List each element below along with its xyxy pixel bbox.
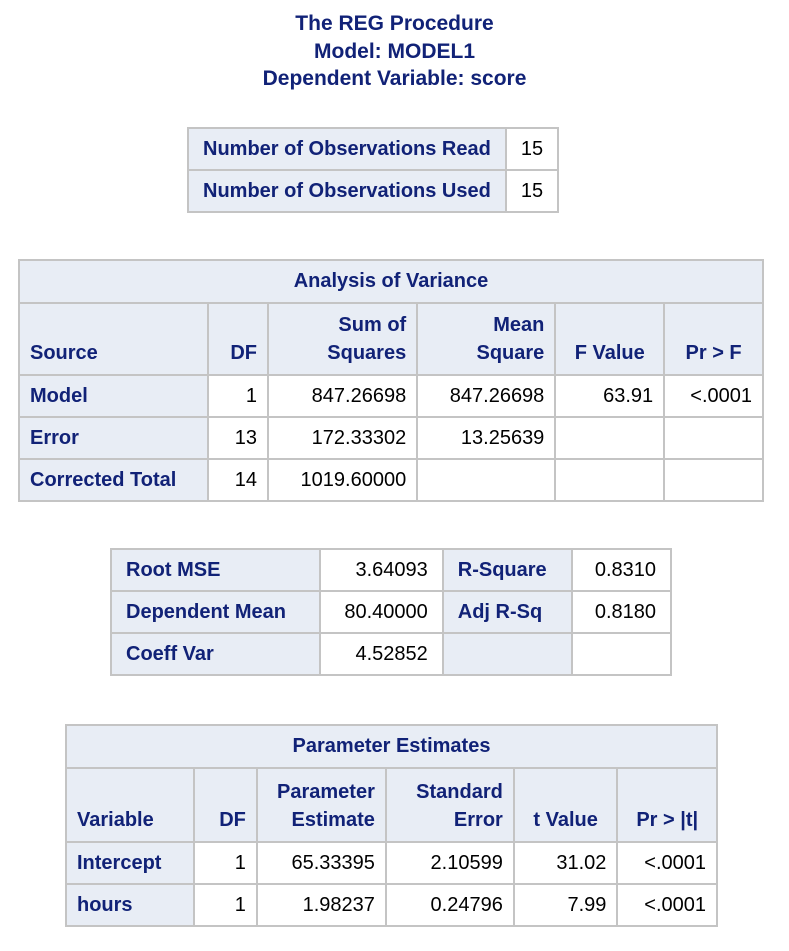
cell-t-value: 31.02 [514,842,618,884]
fit-value: 80.40000 [320,591,443,633]
table-row [188,170,558,212]
observations-table [187,127,559,213]
table-caption-row [66,725,717,768]
cell-f-value [555,459,664,501]
table-row [19,417,763,459]
fit-value [572,633,671,675]
table-row [111,549,671,591]
col-header-sum-of-squares [268,303,417,375]
col-header-ms-line2: Square [476,342,545,364]
col-header-mean-square [417,303,555,375]
row-label: Corrected Total [19,459,208,501]
table-row [19,459,763,501]
cell-standard-error: 2.10599 [386,842,514,884]
obs-read-label: Number of Observations Read [188,128,506,170]
fit-label: Adj R-Sq [443,591,573,633]
table-caption-row [19,260,763,303]
dependent-variable-title: Dependent Variable: score [262,67,527,90]
cell-mean-square [417,459,555,501]
cell-mean-square: 847.26698 [417,375,555,417]
fit-value: 3.64093 [320,549,443,591]
cell-df: 1 [208,375,268,417]
cell-pr-f [664,417,763,459]
col-header-ss-line1: Sum of [338,314,407,336]
fit-label: Dependent Mean [111,591,320,633]
fit-label: Coeff Var [111,633,320,675]
cell-sum-squares: 1019.60000 [268,459,417,501]
col-header-est-line1: Parameter [277,781,375,803]
params-caption: Parameter Estimates [66,725,717,768]
cell-f-value [555,417,664,459]
cell-df: 1 [194,842,257,884]
col-header-source: Source [19,303,208,375]
anova-table [18,259,764,502]
procedure-titles [0,10,789,93]
table-row [111,633,671,675]
row-label: Intercept [66,842,194,884]
parameter-estimates-table [65,724,718,927]
table-row [111,591,671,633]
fit-statistics-table [110,548,672,676]
row-label: Model [19,375,208,417]
col-header-parameter-estimate [257,768,386,842]
cell-estimate: 1.98237 [257,884,386,926]
cell-standard-error: 0.24796 [386,884,514,926]
table-row [19,375,763,417]
row-label: Error [19,417,208,459]
col-header-variable: Variable [66,768,194,842]
cell-f-value: 63.91 [555,375,664,417]
fit-value: 0.8310 [572,549,671,591]
col-header-pr-t: Pr > |t| [617,768,717,842]
col-header-df: DF [208,303,268,375]
cell-pr-f: <.0001 [664,375,763,417]
cell-df: 13 [208,417,268,459]
table-header-row [66,768,717,842]
col-header-f-value: F Value [555,303,664,375]
cell-mean-square: 13.25639 [417,417,555,459]
model-title: Model: MODEL1 [314,39,475,63]
fit-value: 0.8180 [572,591,671,633]
col-header-se-line1: Standard [416,781,503,803]
cell-pr-t: <.0001 [617,842,717,884]
table-row [188,128,558,170]
obs-used-label: Number of Observations Used [188,170,506,212]
col-header-ms-line1: Mean [493,314,545,336]
cell-estimate: 65.33395 [257,842,386,884]
cell-pr-t: <.0001 [617,884,717,926]
obs-read-value: 15 [506,128,558,170]
cell-df: 14 [208,459,268,501]
cell-t-value: 7.99 [514,884,618,926]
cell-df: 1 [194,884,257,926]
cell-sum-squares: 172.33302 [268,417,417,459]
fit-label: R-Square [443,549,573,591]
fit-label [443,633,573,675]
cell-sum-squares: 847.26698 [268,375,417,417]
col-header-ss-line2: Squares [327,342,407,364]
fit-value: 4.52852 [320,633,443,675]
col-header-pr-f: Pr > F [664,303,763,375]
col-header-df: DF [194,768,257,842]
table-header-row [19,303,763,375]
fit-label: Root MSE [111,549,320,591]
obs-used-value: 15 [506,170,558,212]
anova-caption: Analysis of Variance [19,260,763,303]
row-label: hours [66,884,194,926]
col-header-se-line2: Error [453,809,503,831]
col-header-t-value: t Value [514,768,618,842]
col-header-est-line2: Estimate [291,809,375,831]
table-row [66,884,717,926]
table-row [66,842,717,884]
cell-pr-f [664,459,763,501]
col-header-standard-error [386,768,514,842]
procedure-title: The REG Procedure [295,12,494,35]
